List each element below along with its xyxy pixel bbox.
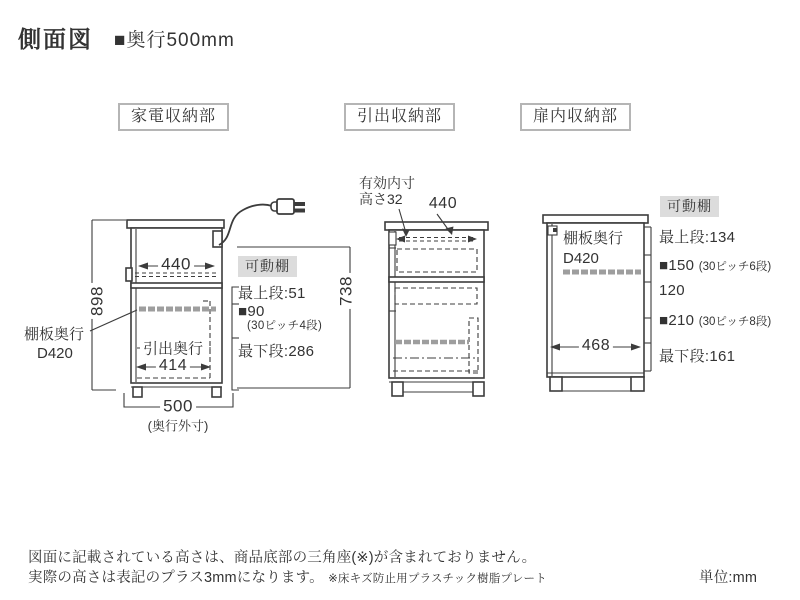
shelf-row-bottom: 最下段:286 <box>238 343 315 360</box>
shelf-row-pitch-note: (30ピッチ4段) <box>247 320 323 332</box>
door-row-bottom: 最下段:161 <box>659 348 736 365</box>
drawer-depth-label: 引出奥行 <box>140 342 206 357</box>
unit-note: 単位:mm <box>699 570 758 586</box>
effective-inner-label: 有効内寸 高さ32 <box>359 175 415 207</box>
power-plug-icon <box>219 199 305 245</box>
dim-door-inner-width: 468 <box>579 338 613 354</box>
page-title: 側面図 <box>18 26 93 52</box>
door-shelf-depth-label: 棚板奥行 D420 <box>563 230 624 267</box>
shelf-row-top: 最上段:51 <box>238 285 306 302</box>
movable-shelf-badge-appliance: 可動棚 <box>238 256 297 277</box>
dim-drawer-width: 414 <box>156 358 190 374</box>
appliance-cabinet-drawing <box>90 199 350 407</box>
footer-note-1: 図面に記載されている高さは、商品底部の三角座(※)が含まれておりません。 <box>28 550 537 566</box>
shelf-row-pitch: ■90 <box>238 303 265 320</box>
movable-shelf-badge-door: 可動棚 <box>660 196 719 217</box>
shelf-depth-label: 棚板奥行 D420 <box>24 326 85 362</box>
section-header-drawer: 引出収納部 <box>344 103 455 131</box>
dim-overall-height: 898 <box>89 283 106 319</box>
shelf-position-bracket <box>644 227 651 371</box>
page-subtitle: ■奥行500mm <box>114 30 235 51</box>
door-row-pitch2: ■210 (30ピッチ8段) <box>659 312 772 329</box>
section-header-door: 扉内収納部 <box>520 103 631 131</box>
door-row-top: 最上段:134 <box>659 229 736 246</box>
dim-inner-width: 440 <box>158 256 194 273</box>
drawer-cabinet-drawing <box>385 209 488 396</box>
dim-lower-height: 738 <box>338 273 355 309</box>
dim-drawer-inner-width: 440 <box>428 195 458 212</box>
dim-outer-depth: 500 <box>160 398 196 415</box>
door-row-mid: 120 <box>659 282 685 299</box>
footer-note-2: 実際の高さは表記のプラス3mmになります。 ※床キズ防止用プラスチック樹脂プレート <box>28 570 547 586</box>
outer-depth-note: (奥行外寸) <box>147 418 209 434</box>
section-header-appliance: 家電収納部 <box>118 103 229 131</box>
door-row-pitch1: ■150 (30ピッチ6段) <box>659 257 772 274</box>
